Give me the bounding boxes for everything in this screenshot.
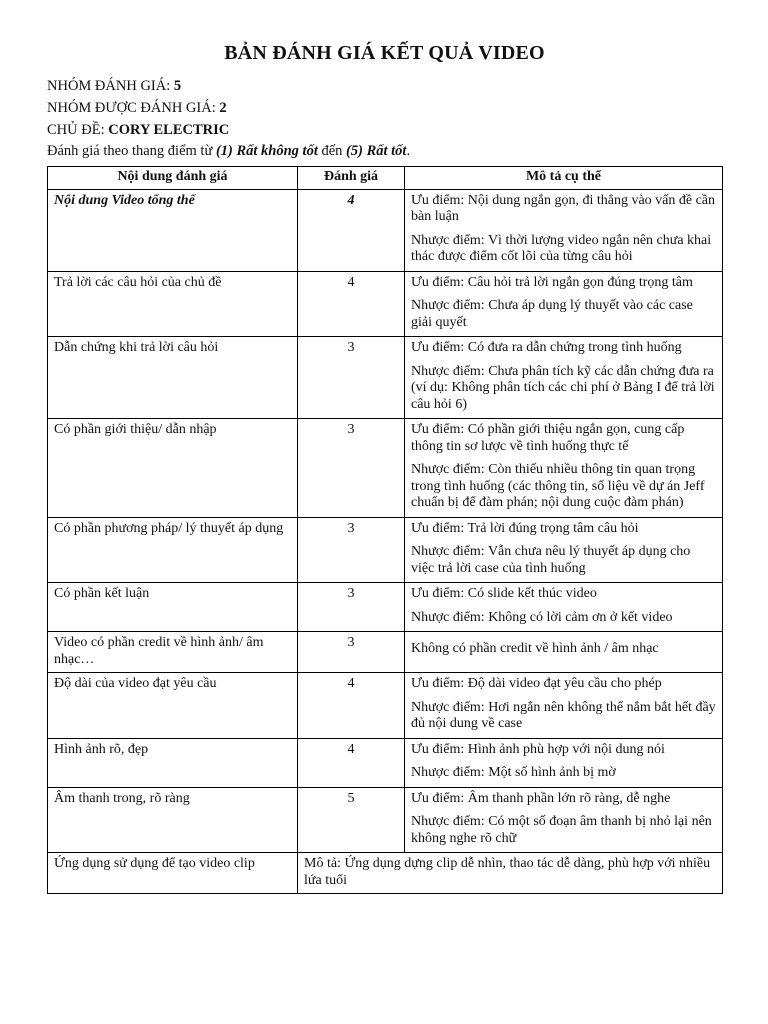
score-cell: 3 [298, 583, 405, 632]
pros-text: Ưu điểm: Có phần giới thiệu ngắn gọn, cung cấp thông tin sơ lược về tình huống thực tế [411, 422, 685, 454]
table-row [48, 673, 723, 739]
description-cell [405, 271, 723, 337]
pros-text: Ưu điểm: Nội dung ngắn gọn, đi thẳng vào vấn đề cần bàn luận [411, 192, 716, 224]
document-title: BẢN ĐÁNH GIÁ KẾT QUẢ VIDEO [224, 42, 545, 64]
topic-label: CHỦ ĐỀ: [47, 122, 109, 138]
header-score: Đánh giá [298, 167, 405, 190]
criterion-cell: Dẫn chứng khi trả lời câu hỏi [48, 337, 298, 419]
pros-text: Ưu điểm: Hình ảnh phù hợp với nội dung nói [411, 741, 665, 757]
table-row [48, 337, 723, 419]
scale-low: (1) Rất không tốt [215, 143, 318, 159]
criterion-cell: Hình ảnh rõ, đẹp [48, 738, 298, 787]
cons-text: Nhược điểm: Chưa phân tích kỹ các dẫn chứng đưa ra (ví dụ: Không phân tích các chi phí ở Bảng I để trả lời câu hỏi 6) [411, 363, 715, 412]
table-header-row [48, 167, 723, 190]
table-row [48, 787, 723, 853]
criterion-cell: Ứng dụng sử dụng để tạo video clip [48, 853, 298, 894]
description-cell [405, 517, 723, 583]
merged-description-cell: Mô tả: Ứng dụng dựng clip dễ nhìn, thao tác dễ dàng, phù hợp với nhiều lứa tuổi [298, 853, 723, 894]
table-row [48, 419, 723, 518]
cons-text: Nhược điểm: Vẫn chưa nêu lý thuyết áp dụng cho việc trả lời case của tình huống [411, 544, 691, 576]
score-cell: 4 [298, 271, 405, 337]
description-cell [405, 673, 723, 739]
scale-middle: đến [317, 143, 347, 159]
score-cell: 3 [298, 419, 405, 518]
pros-text: Ưu điểm: Câu hỏi trả lời ngắn gọn đúng trọng tâm [411, 274, 693, 290]
table-row [48, 738, 723, 787]
criterion-cell: Âm thanh trong, rõ ràng [48, 787, 298, 853]
score-cell: 4 [298, 738, 405, 787]
description-cell [405, 738, 723, 787]
description-cell [405, 583, 723, 632]
description-cell [405, 337, 723, 419]
score-cell: 4 [298, 673, 405, 739]
table-row [48, 583, 723, 632]
topic-line [47, 119, 722, 141]
evaluating-group-label: NHÓM ĐÁNH GIÁ: [47, 78, 174, 94]
criterion-cell: Có phần kết luận [48, 583, 298, 632]
table-row [48, 189, 723, 271]
pros-text: Ưu điểm: Âm thanh phần lớn rõ ràng, dễ nghe [411, 790, 671, 806]
criterion-cell: Có phần phương pháp/ lý thuyết áp dụng [48, 517, 298, 583]
table-row [48, 271, 723, 337]
description-cell [405, 787, 723, 853]
criterion-cell: Trả lời các câu hỏi của chủ đề [48, 271, 298, 337]
cons-text: Nhược điểm: Chưa áp dụng lý thuyết vào các case giải quyết [411, 298, 693, 330]
table-row [48, 853, 723, 894]
pros-text: Ưu điểm: Có slide kết thúc video [411, 586, 597, 601]
evaluated-group-label: NHÓM ĐƯỢC ĐÁNH GIÁ: [47, 100, 220, 116]
header-criterion: Nội dung đánh giá [48, 167, 298, 190]
table-row [48, 632, 723, 673]
rating-scale-line [47, 141, 722, 161]
criterion-cell: Độ dài của video đạt yêu cầu [48, 673, 298, 739]
score-cell: 4 [298, 189, 405, 271]
criterion-cell: Có phần giới thiệu/ dẫn nhập [48, 419, 298, 518]
scale-prefix: Đánh giá theo thang điểm từ [47, 143, 216, 159]
evaluating-group-line [47, 75, 722, 97]
score-cell: 5 [298, 787, 405, 853]
cons-text: Nhược điểm: Có một số đoạn âm thanh bị nhỏ lại nên không nghe rõ chữ [411, 814, 712, 846]
evaluation-table [47, 166, 723, 894]
cons-text: Nhược điểm: Không có lời cảm ơn ở kết video [411, 609, 673, 625]
evaluating-group-value: 5 [173, 78, 182, 94]
table-row [48, 517, 723, 583]
pros-text: Ưu điểm: Có đưa ra dẫn chứng trong tình huống [411, 340, 682, 355]
pros-text: Ưu điểm: Độ dài video đạt yêu cầu cho phép [411, 676, 662, 691]
score-cell: 3 [298, 337, 405, 419]
score-cell: 3 [298, 517, 405, 583]
scale-high: (5) Rất tốt [346, 143, 407, 159]
topic-value: CORY ELECTRIC [108, 122, 230, 138]
criterion-cell: Video có phần credit về hình ảnh/ âm nhạc… [48, 632, 298, 673]
cons-text: Nhược điểm: Một số hình ảnh bị mờ [411, 765, 616, 780]
scale-suffix: . [406, 143, 411, 159]
description-cell [405, 419, 723, 518]
evaluated-group-value: 2 [219, 100, 227, 116]
pros-text: Ưu điểm: Trả lời đúng trọng tâm câu hỏi [411, 520, 639, 536]
cons-text: Nhược điểm: Hơi ngắn nên không thể nắm bắt hết đầy đủ nội dung về case [411, 699, 716, 731]
header-description: Mô tả cụ thể [405, 167, 723, 190]
cons-text: Nhược điểm: Còn thiếu nhiều thông tin quan trọng trong tình huống (các thông tin, số liệu về dự án Jeff chuẩn bị để đàm phán; nội dung cuộc đàm phán) [411, 462, 705, 510]
note-text: Không có phần credit về hình ảnh / âm nhạc [411, 641, 659, 656]
evaluated-group-line [47, 97, 722, 119]
criterion-cell: Nội dung Video tổng thể [48, 189, 298, 271]
document-page [47, 42, 722, 894]
cons-text: Nhược điểm: Vì thời lượng video ngắn nên chưa khai thác được điểm cốt lõi của từng câu hỏi [411, 232, 712, 264]
score-cell: 3 [298, 632, 405, 673]
description-cell [405, 189, 723, 271]
description-cell [405, 632, 723, 673]
